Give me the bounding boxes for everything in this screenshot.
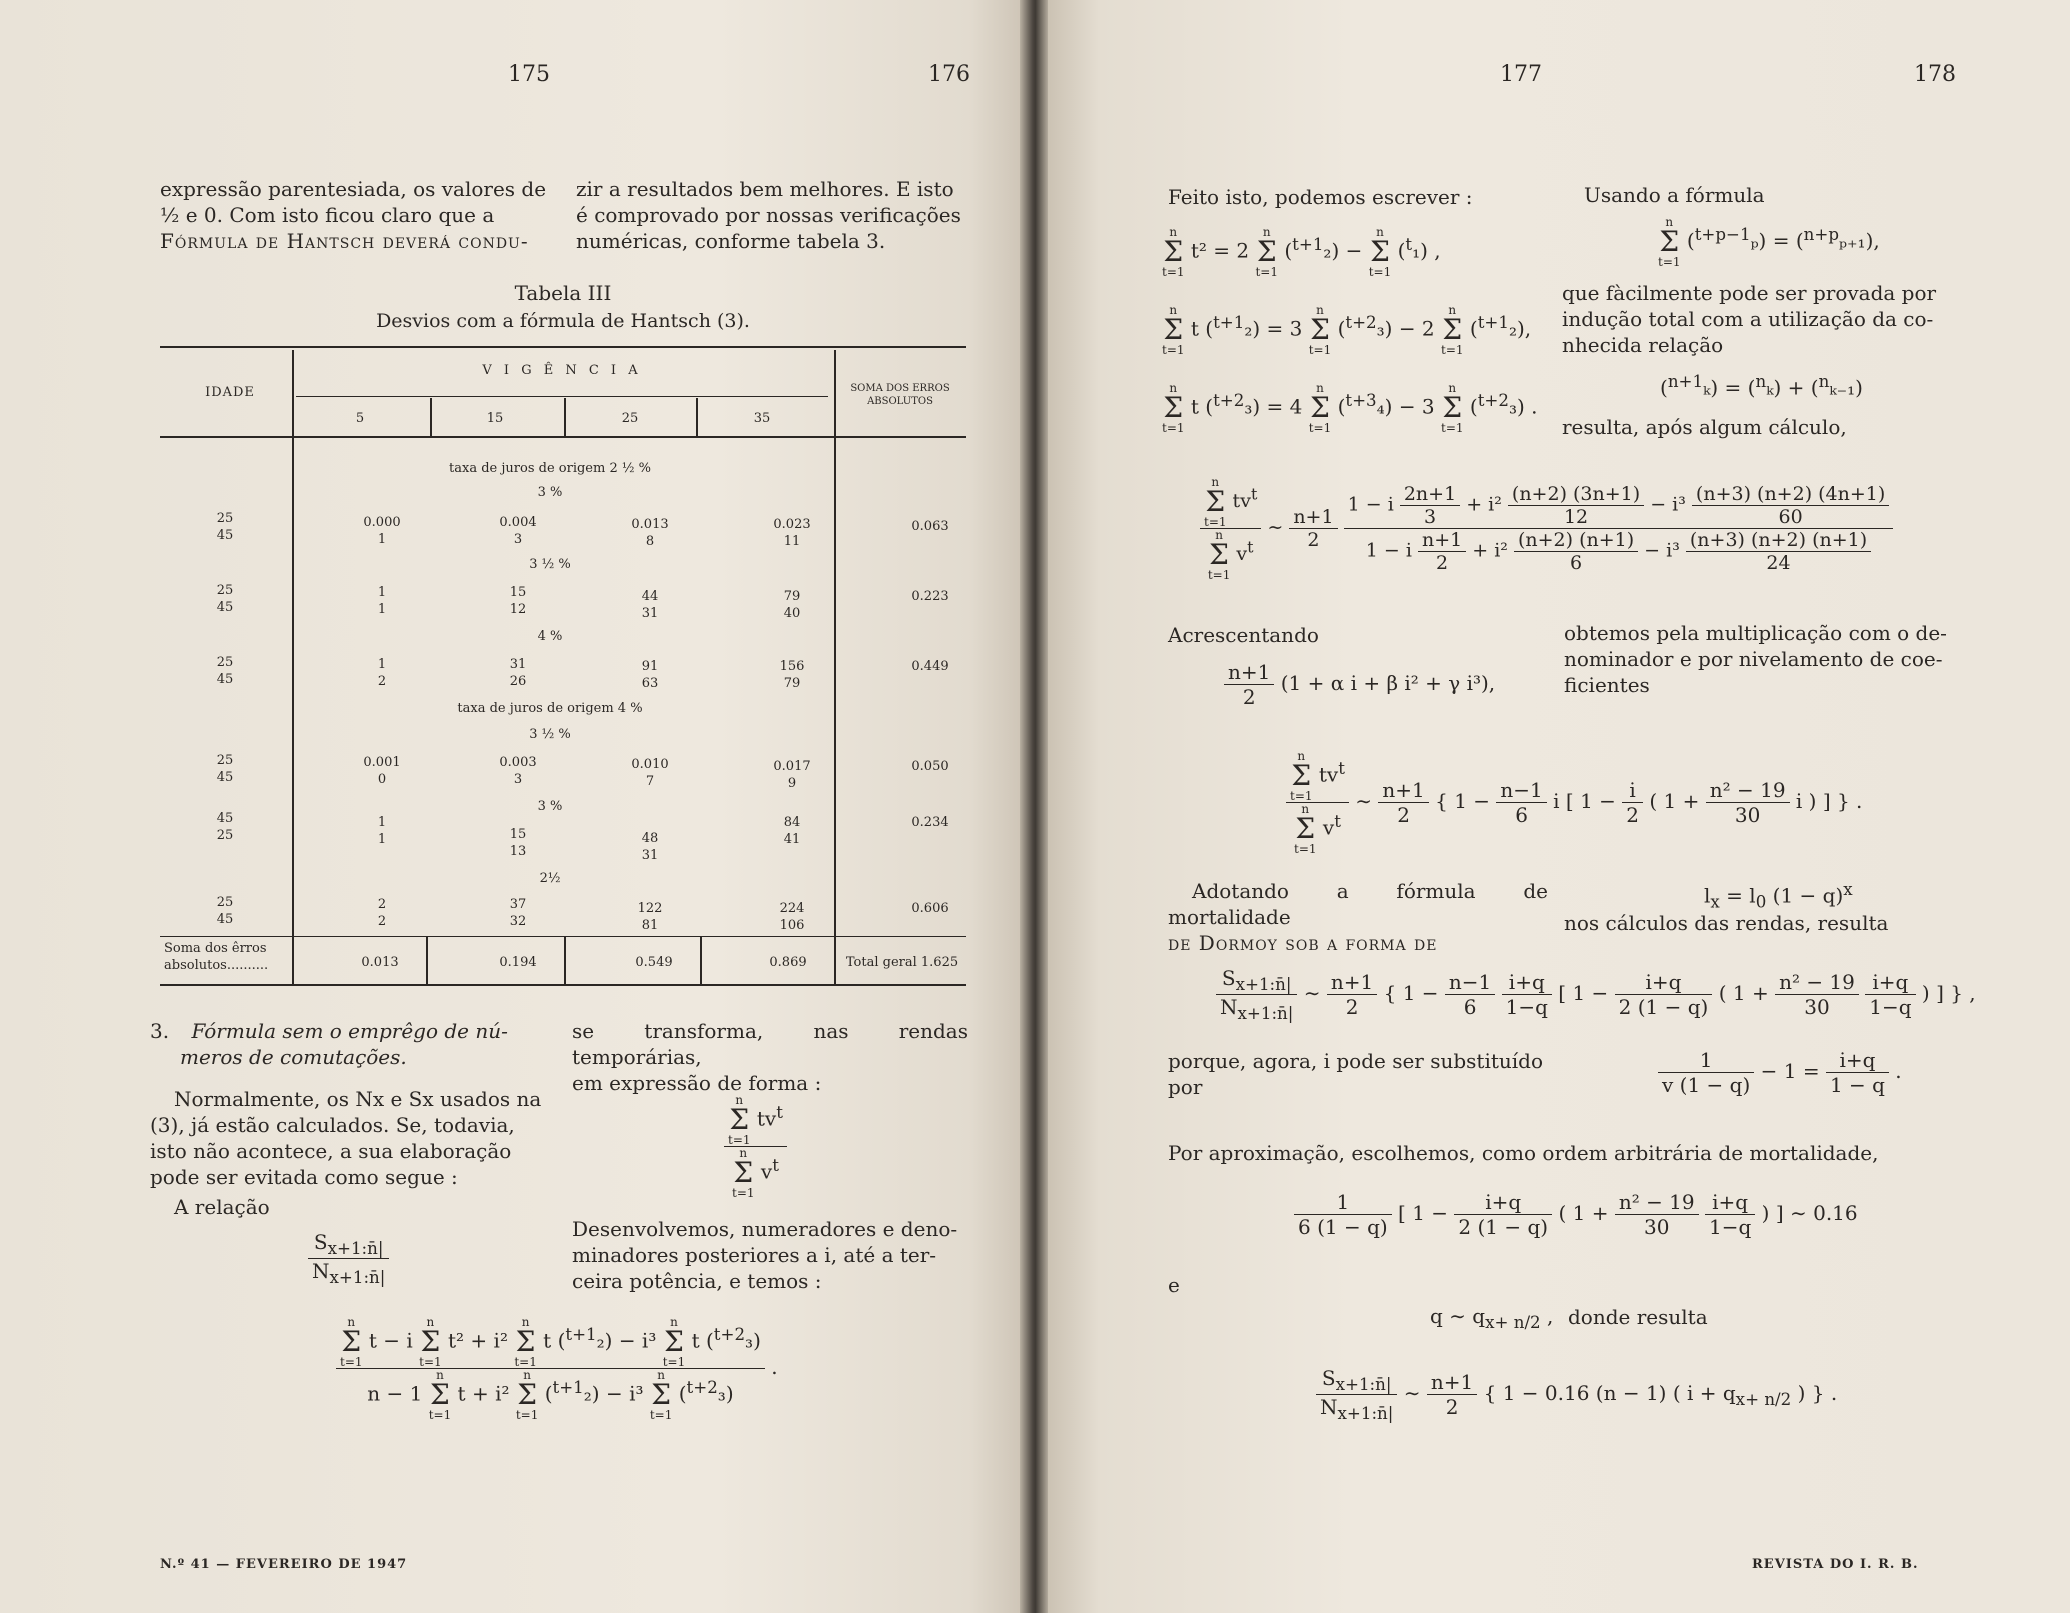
rate-label-3: 4 % <box>537 629 563 644</box>
table-row-1-v25: 0.013 8 <box>631 517 669 549</box>
vigencia-underline <box>296 396 828 397</box>
group-label-2: taxa de juros de origem 4 % <box>457 701 643 716</box>
induction-paragraph: que fàcilmente pode ser provada por indução total com a utilização da co- nhecida relação <box>1562 281 1937 357</box>
nos-calculos: nos cálculos das rendas, resulta <box>1564 911 1889 935</box>
table-row-2-idade: 25 45 <box>216 583 234 615</box>
table-title: Tabela III <box>514 281 612 305</box>
right-footer: REVISTA DO I. R. B. <box>1752 1557 1919 1572</box>
table-total-vline-3 <box>700 936 702 986</box>
col-soma-header: SOMA DOS ERROS ABSOLUTOS <box>850 383 950 407</box>
table-row-5-v25: 48 31 <box>641 831 659 863</box>
table-row-5-v5: 1 1 <box>377 815 387 847</box>
group-label-1: taxa de juros de origem 2 ½ % <box>449 461 651 476</box>
rate-label-1: 3 % <box>537 485 563 500</box>
rate-label-6: 2½ <box>539 871 561 886</box>
left-page <box>0 0 1020 1613</box>
page-number-175: 175 <box>508 62 550 87</box>
table-top-rule <box>160 346 966 348</box>
table-row-5-v35: 84 41 <box>783 815 801 847</box>
table-total-v35: 0.869 <box>769 955 807 970</box>
rate-label-2: 3 ½ % <box>529 557 571 572</box>
table-row-1-idade: 25 45 <box>216 511 234 543</box>
section-heading: 3. Fórmula sem o emprêgo de nú- meros de comutações. <box>150 1019 508 1069</box>
acrescentando: Acrescentando <box>1168 623 1319 647</box>
table-row-3-v15: 31 26 <box>509 657 527 689</box>
sum-t-squared-formula: n Σ t=1 t² = 2 n Σ t=1 ($^{t+1}$₂) − n Σ t=1 ($^t$₁) , <box>1162 225 1441 279</box>
table-row-2-v35: 79 40 <box>783 589 801 621</box>
table-subtitle: Desvios com a fórmula de Hantsch (3). <box>376 310 750 332</box>
table-row-3-idade: 25 45 <box>216 655 234 687</box>
pascal-relation: ($^{n+1}$ₖ) = ($^n$ₖ) + ($^n$ₖ₋₁) <box>1660 372 1863 400</box>
table-total-vline-2 <box>564 936 566 986</box>
section-paragraph-1: Normalmente, os Nx e Sx usados na (3), já estão calculados. Se, todavia, isto não acontece, a sua elaboração pode ser evitada como segue : <box>150 1087 542 1189</box>
page-number-178: 178 <box>1914 62 1956 87</box>
col2-paragraph-2: Desenvolvemos, numeradores e deno- minadores posteriores a i, até a ter- ceira potência, e temos : <box>572 1217 958 1293</box>
aproximacao-paragraph: Por aproximação, escolhemos, como ordem arbitrária de mortalidade, <box>1168 1141 1879 1165</box>
e-conjunction: e <box>1168 1273 1180 1297</box>
q-approx: q ∼ $q_{x+ n/2}$ , <box>1430 1304 1554 1332</box>
table-row-6-v35: 224 106 <box>779 901 805 933</box>
page-number-177: 177 <box>1500 62 1542 87</box>
expansion-formula: n Σ t=1 t − i n Σ t=1 t² + i² n Σ t=1 t ($^{t+1}$₂) − i³ n Σ t=1 t ($^{t+2}$₃) n − 1 n Σ t=1 t + i² n Σ t=1 ($^{t+1}$₂) − i³ n Σ t=1 ($^{t+2}$₃) . <box>336 1316 778 1421</box>
table-row-3-v35: 156 79 <box>779 659 805 691</box>
binomial-sum-identity: n Σ t=1 ($^{t+p-1}$ₚ) = ($^{n+p}$ₚ₊₁), <box>1658 215 1880 269</box>
table-row-2-soma: 0.223 <box>911 589 949 604</box>
a-relacao: A relação <box>174 1195 270 1219</box>
table-row-3-v5: 1 2 <box>377 657 387 689</box>
table-row-1-v35: 0.023 11 <box>773 517 811 549</box>
table-row-6-v25: 122 81 <box>637 901 663 933</box>
big-ratio-formula: n Σ t=1 $tv^t$ n Σ t=1 $v^t$ ∼ $\frac{n+1}{2}$ 1 − i $\frac{2n+1}{3}$ + i² $\frac{(n+2) (3n+1)}{12}$ − i³ $\frac{(n+3) (n+2) (4n+1)}{60}$ 1 − i $\frac{n+1}{2}$ + i² $\frac{(n+2) (n+1)}{6}$ − i³ $\frac{(n+3) (n+2) (n+1)}{24}$ <box>1200 476 1893 581</box>
table-row-6-v5: 2 2 <box>377 897 387 929</box>
page-number-176: 176 <box>928 62 970 87</box>
table-vline-3 <box>564 398 566 436</box>
table-total-vline-1 <box>426 936 428 986</box>
book-gutter <box>1020 0 1048 1613</box>
left-footer: N.º 41 — FEVEREIRO DE 1947 <box>160 1557 408 1572</box>
right-page <box>1048 0 2070 1613</box>
table-row-4-soma: 0.050 <box>911 759 949 774</box>
donde-resulta: donde resulta <box>1568 1305 1708 1329</box>
table-row-4-v15: 0.003 3 <box>499 755 537 787</box>
table-row-3-soma: 0.449 <box>911 659 949 674</box>
table-row-1-v5: 0.000 1 <box>363 515 401 547</box>
relation-s-over-n: $\frac{S_{x+1:n̄|}}{N_{x+1:n̄|}}$ <box>308 1230 389 1287</box>
porque-paragraph: porque, agora, i pode ser substituído por <box>1168 1049 1544 1099</box>
table-header-rule <box>160 436 966 438</box>
intro-column-2: zir a resultados bem melhores. E isto é comprovado por nossas verificações numéricas, conforme tabela 3. <box>576 177 961 253</box>
vig-header-15: 15 <box>486 411 504 426</box>
arbitrary-order-formula: $\frac{1}{6 (1 - q)}$ [ 1 − $\frac{i+q}{2 (1 - q)}$ ( 1 + $\frac{\text{n² − 19}}{30}$ $\frac{i+q}{1-q}$ ) ] ∼ 0.16 <box>1294 1190 1858 1239</box>
table-row-3-v25: 91 63 <box>641 659 659 691</box>
table-grand-total: Total geral 1.625 <box>845 955 959 970</box>
intro-column-1: expressão parentesiada, os valores de ½ e 0. Com isto ficou claro que a Fórmula de Hantsch deverá condu- <box>160 177 547 253</box>
table-row-1-v15: 0.004 3 <box>499 515 537 547</box>
table-row-6-v15: 37 32 <box>509 897 527 929</box>
rate-label-4: 3 ½ % <box>529 727 571 742</box>
approximation-formula-2: $\frac{S_{x+1:n̄|}}{N_{x+1:n̄|}}$ ∼ $\frac{n+1}{2}$ { 1 − $\frac{n-1}{6}$ $\frac{i+q}{1-q}$ [ 1 − $\frac{i+q}{2 (1 - q)}$ ( 1 + $\frac{\text{n² − 19}}{30}$ $\frac{i+q}{1-q}$ ) ] } , <box>1216 966 1976 1023</box>
table-row-1-soma: 0.063 <box>911 519 949 534</box>
vig-header-25: 25 <box>621 411 639 426</box>
table-total-v5: 0.013 <box>361 955 399 970</box>
sum-t-binom3-formula: n Σ t=1 t ($^{t+2}$₃) = 4 n Σ t=1 ($^{t+3}$₄) − 3 n Σ t=1 ($^{t+2}$₃) . <box>1162 381 1538 435</box>
table-row-4-v25: 0.010 7 <box>631 757 669 789</box>
table-row-4-idade: 25 45 <box>216 753 234 785</box>
substitution-formula: $\frac{1}{v (1 - q)}$ − 1 = $\frac{i+q}{1 - q}$ . <box>1658 1048 1902 1097</box>
table-row-6-idade: 25 45 <box>216 895 234 927</box>
ratio-sum-tv-over-sum-v: n Σ t=1 $tv^t$ n Σ t=1 $v^t$ <box>724 1094 787 1199</box>
table-vline-4 <box>696 398 698 436</box>
table-row-4-v35: 0.017 9 <box>773 759 811 791</box>
table-vline-2 <box>430 398 432 436</box>
col2-paragraph-1: se transforma, nas rendas temporárias, em expressão de forma : <box>572 1019 968 1095</box>
table-total-rule <box>160 936 966 937</box>
adotando-paragraph: Adotando a fórmula de mortalidade de Dormoy sob a forma de <box>1168 879 1548 955</box>
col-idade-header: IDADE <box>205 385 255 400</box>
table-row-6-soma: 0.606 <box>911 901 949 916</box>
table-row-5-v15: 15 13 <box>509 827 527 859</box>
col-vigencia-header: V I G Ê N C I A <box>482 363 642 378</box>
table-row-5-idade: 45 25 <box>216 811 234 843</box>
table-total-v25: 0.549 <box>635 955 673 970</box>
table-vline-5 <box>834 350 836 986</box>
rate-label-5: 3 % <box>537 799 563 814</box>
table-row-4-v5: 0.001 0 <box>363 755 401 787</box>
dormoy-formula: $l_x = l_0$ $(1 - q)^x$ <box>1704 880 1853 912</box>
table-row-2-v15: 15 12 <box>509 585 527 617</box>
vig-header-5: 5 <box>355 411 365 426</box>
usando-a-formula: Usando a fórmula <box>1584 183 1765 207</box>
vig-header-35: 35 <box>753 411 771 426</box>
table-total-v15: 0.194 <box>499 955 537 970</box>
feito-isto: Feito isto, podemos escrever : <box>1168 185 1473 209</box>
table-row-2-v25: 44 31 <box>641 589 659 621</box>
sum-t-binom2-formula: n Σ t=1 t ($^{t+1}$₂) = 3 n Σ t=1 ($^{t+2}$₃) − 2 n Σ t=1 ($^{t+1}$₂), <box>1162 303 1532 357</box>
table-vline-1 <box>292 350 294 986</box>
table-row-2-v5: 1 1 <box>377 585 387 617</box>
resulta-apos: resulta, após algum cálculo, <box>1562 415 1847 439</box>
table-row-5-soma: 0.234 <box>911 815 949 830</box>
obtemos-paragraph: obtemos pela multiplicação com o de- nominador e por nivelamento de coe- ficientes <box>1564 621 1947 697</box>
final-formula: $\frac{S_{x+1:n̄|}}{N_{x+1:n̄|}}$ ∼ $\frac{n+1}{2}$ { 1 − 0.16 (n − 1) ( $i + q_{x+ n/2}$ ) } . <box>1316 1366 1837 1423</box>
approximation-formula-1: n Σ t=1 $tv^t$ n Σ t=1 $v^t$ ∼ $\frac{n+1}{2}$ { 1 − $\frac{n-1}{6}$ i [ 1 − $\frac{i}{2}$ ( 1 + $\frac{\text{n² − 19}}{30}$ i ) ] } . <box>1286 750 1862 855</box>
table-bottom-rule <box>160 984 966 986</box>
correction-term: $\frac{n+1}{2}$ (1 + α i + β i² + γ i³), <box>1224 660 1495 709</box>
table-total-label: Soma dos êrros absolutos.......... <box>164 941 269 973</box>
